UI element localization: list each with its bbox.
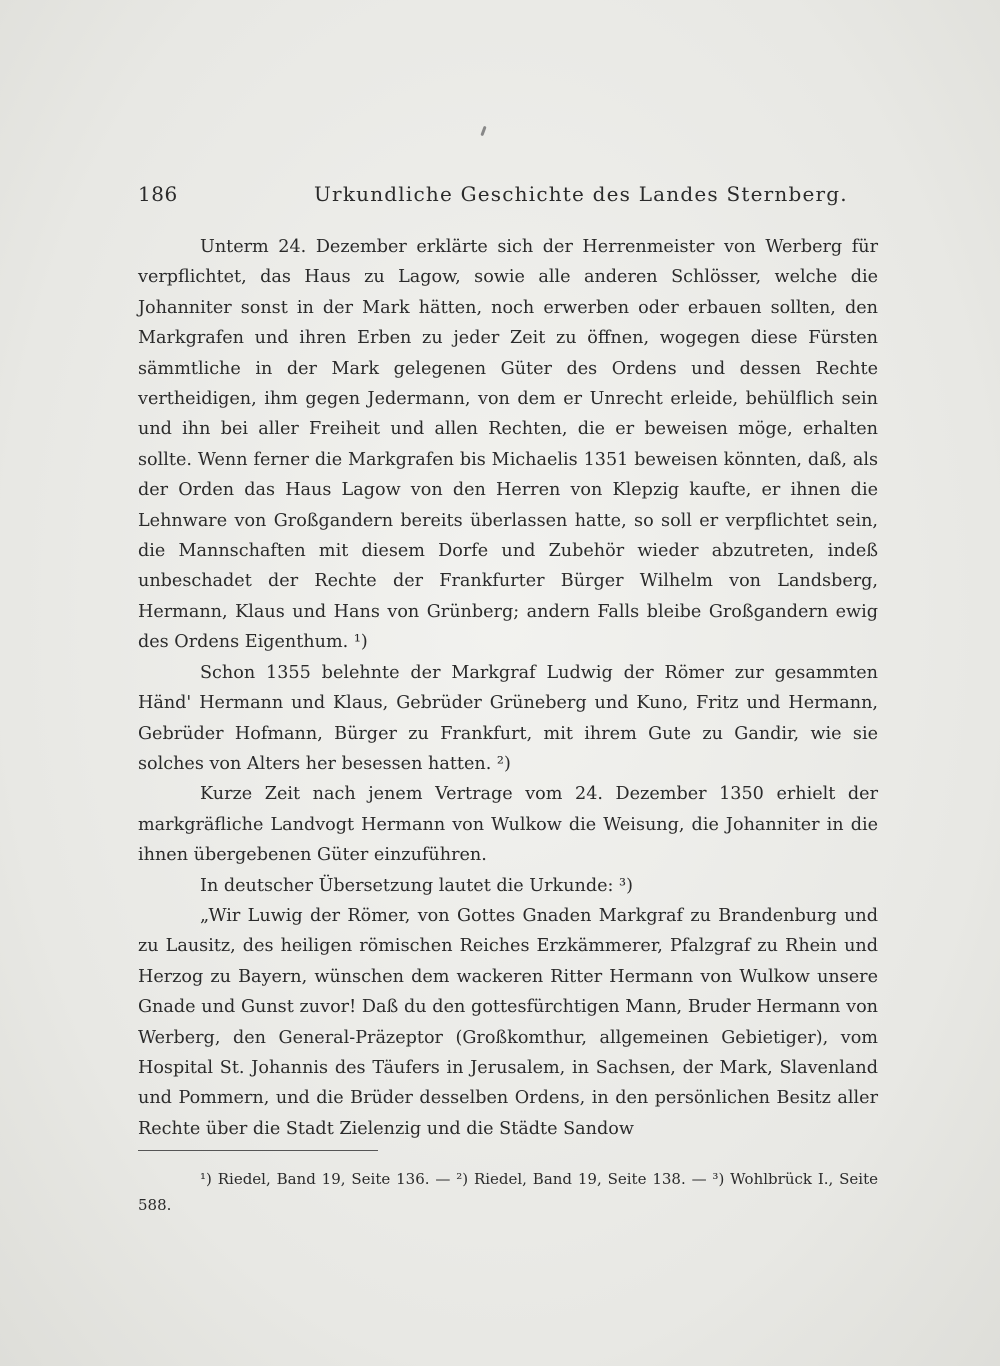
ink-speck xyxy=(480,126,486,136)
body-text xyxy=(138,232,878,1144)
paragraph: Schon 1355 belehnte der Markgraf Ludwig der Römer zur gesammten Händ' Hermann und Klaus, Gebrüder Grüneberg und Kuno, Fritz und Hermann, Gebrüder Hofmann, Bürger zu Frankfurt, mit ihrem Gute zu Gandir, wie sie solches von Alters her besessen hatten. ²) xyxy=(138,662,878,774)
footnote-divider xyxy=(138,1150,378,1151)
paragraph: In deutscher Übersetzung lautet die Urkunde: ³) xyxy=(200,875,633,896)
paragraph: „Wir Luwig der Römer, von Gottes Gnaden Markgraf zu Brandenburg und zu Lausitz, des heiligen römischen Reiches Erzkämmerer, Pfalzgraf zu Rhein und Herzog zu Bayern, wünschen dem wackeren Ritter Hermann von Wulkow unsere Gnade und Gunst zuvor! Daß du den gottesfürchtigen Mann, Bruder Hermann von Werberg, den General-Präzeptor (Großkomthur, allgemeinen Gebietiger), vom Hospital St. Johannis des Täufers in Jerusalem, in Sachsen, der Mark, Slavenland und Pommern, und die Brüder desselben Ordens, in den persönlichen Besitz aller Rechte über die Stadt Zielenzig und die Städte Sandow xyxy=(138,905,878,1139)
footnotes: ¹) Riedel, Band 19, Seite 136. — ²) Riedel, Band 19, Seite 138. — ³) Wohlbrück I., Seite 588. xyxy=(138,1170,878,1214)
page-number: 186 xyxy=(138,182,178,206)
paragraph: Unterm 24. Dezember erklärte sich der Herrenmeister von Werberg für verpflichtet, das Haus zu Lagow, sowie alle anderen Schlösser, welche die Johanniter sonst in der Mark hätten, noch erwerben oder erbauen sollten, den Markgrafen und ihren Erben zu jeder Zeit zu öffnen, wogegen diese Fürsten sämmtliche in der Mark gelegenen Güter des Ordens und dessen Rechte vertheidigen, ihm gegen Jedermann, von dem er Unrecht erleide, behülflich sein und ihn bei aller Freiheit und allen Rechten, die er beweisen möge, erhalten sollte. Wenn ferner die Markgrafen bis Michaelis 1351 beweisen könnten, daß, als der Orden das Haus Lagow von den Herren von Klepzig kaufte, er ihnen die Lehnware von Großgandern bereits überlassen hatte, so soll er verpflichtet sein, die Mannschaften mit diesem Dorfe und Zubehör wieder abzutreten, indeß unbeschadet der Rechte der Frankfurter Bürger Wilhelm von Landsberg, Hermann, Klaus und Hans von Grünberg; andern Falls bleibe Großgandern ewig des Ordens Eigenthum. ¹) xyxy=(138,237,878,653)
running-title: Urkundliche Geschichte des Landes Sternberg. xyxy=(314,182,848,206)
page-header xyxy=(138,178,878,212)
paragraph: Kurze Zeit nach jenem Vertrage vom 24. Dezember 1350 erhielt der markgräfliche Landvogt Hermann von Wulkow die Weisung, die Johanniter in die ihnen übergebenen Güter einzuführen. xyxy=(138,784,878,866)
